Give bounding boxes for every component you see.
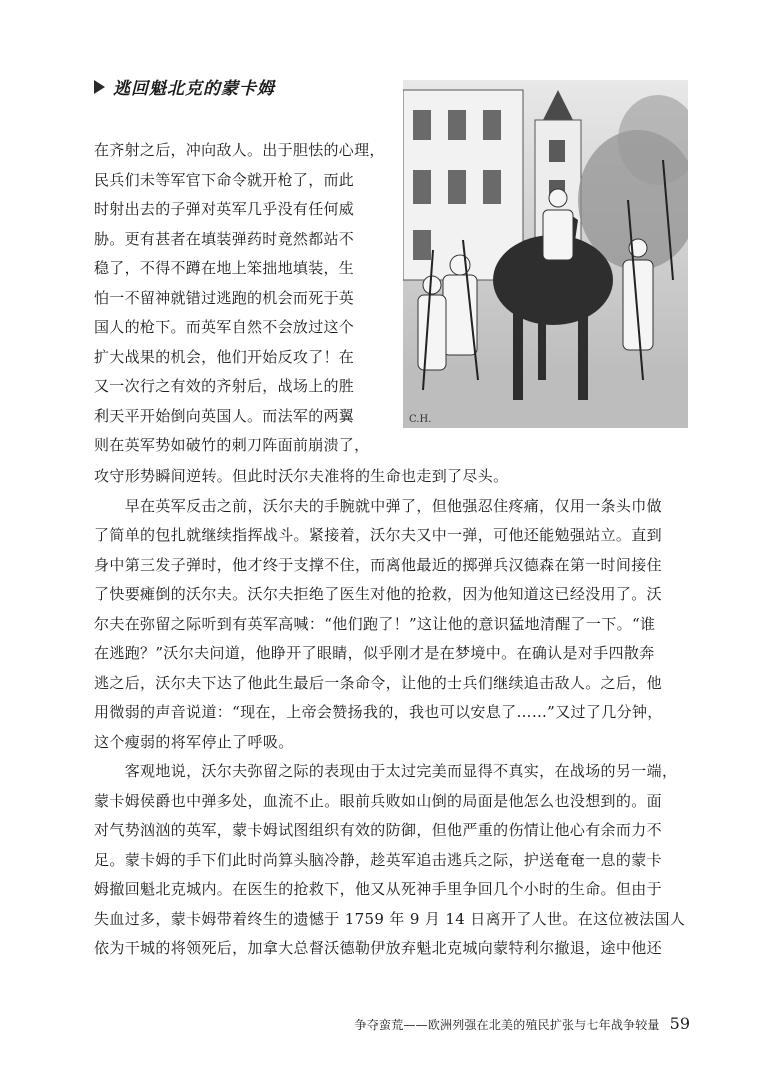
text-line: 了简单的包扎就继续指挥战斗。紧接着，沃尔夫又中一弹，可他还能勉强站立。直到 (94, 526, 662, 544)
text-line: 则在英军势如破竹的刺刀阵面前崩溃了， (94, 436, 370, 454)
text-line: 时射出去的子弹对英军几乎没有任何威 (94, 200, 355, 218)
text-line: 攻守形势瞬间逆转。但此时沃尔夫准将的生命也走到了尽头。 (94, 467, 509, 485)
page-number: 59 (669, 1014, 690, 1033)
text-line: 在逃跑？”沃尔夫问道，他睁开了眼睛，似乎刚才是在梦境中。在确认是对手四散奔 (94, 644, 655, 662)
section-title: 逃回魁北克的蒙卡姆 (113, 79, 275, 99)
text-line: 客观地说，沃尔夫弥留之际的表现由于太过完美而显得不真实，在战场的另一端， (94, 762, 678, 780)
text-line: 在齐射之后，冲向敌人。出于胆怯的心理， (94, 141, 385, 159)
text-line: 尔夫在弥留之际听到有英军高喊：“他们跑了！”这让他的意识猛地清醒了一下。“谁 (94, 614, 656, 633)
text-line: 胁。更有甚者在填装弹药时竟然都站不 (94, 229, 355, 248)
text-line: 用微弱的声音说道：“现在，上帝会赞扬我的，我也可以安息了……”又过了几分钟， (94, 703, 663, 721)
text-line: 扩大战果的机会，他们开始反攻了！在 (94, 347, 355, 366)
text-line: 姆撤回魁北克城内。在医生的抢救下，他又从死神手里争回几个小时的生命。但由于 (94, 880, 662, 898)
body-text (94, 462, 694, 964)
battle-illustration (403, 80, 688, 428)
text-line: 这个瘦弱的将军停止了呼吸。 (94, 732, 294, 751)
section-heading (94, 74, 275, 99)
illustration-signature: C.H. (409, 414, 432, 425)
paragraph (94, 462, 694, 964)
text-line: 了快要瘫倒的沃尔夫。沃尔夫拒绝了医生对他的抢救，因为他知道这已经没用了。沃 (94, 585, 662, 603)
text-line: 又一次行之有效的齐射后，战场上的胜 (94, 377, 355, 395)
text-line: 早在英军反击之前，沃尔夫的手腕就中弹了，但他强忍住疼痛，仅用一条头巾做 (94, 496, 662, 515)
text-line: 民兵们未等军官下命令就开枪了，而此 (94, 170, 355, 189)
running-footer: 争夺蛮荒——欧洲列强在北美的殖民扩张与七年战争较量 (354, 1018, 660, 1032)
text-line: 稳了，不得不蹲在地上笨拙地填装，生 (94, 259, 355, 277)
text-line: 怕一不留神就错过逃跑的机会而死于英 (94, 288, 355, 307)
page-footer (355, 1014, 690, 1033)
text-line: 依为干城的将领死后，加拿大总督沃德勒伊放弃魁北克城向蒙特利尔撤退，途中他还 (94, 939, 662, 957)
text-line: 逃之后，沃尔夫下达了他此生最后一条命令，让他的士兵们继续追击敌人。之后，他 (94, 673, 662, 692)
text-line: 利天平开始倒向英国人。而法军的两翼 (94, 406, 355, 425)
text-line: 国人的枪下。而英军自然不会放过这个 (94, 318, 355, 336)
paragraph (94, 136, 394, 461)
text-line: 蒙卡姆侯爵也中弹多处，血流不止。眼前兵败如山倒的局面是他怎么也没想到的。面 (94, 791, 662, 810)
text-line: 身中第三发子弹时，他才终于支撑不住，而离他最近的掷弹兵汉德森在第一时间接住 (94, 555, 662, 574)
text-line: 对气势汹汹的英军，蒙卡姆试图组织有效的防御，但他严重的伤情让他心有余而力不 (94, 821, 662, 839)
text-line: 足。蒙卡姆的手下们此时尚算头脑冷静，趁英军追击逃兵之际，护送奄奄一息的蒙卡 (94, 850, 662, 869)
side-column-text (94, 136, 394, 461)
triangle-bullet-icon (94, 80, 105, 94)
text-line: 失血过多，蒙卡姆带着终生的遗憾于 1759 年 9 月 14 日离开了人世。在这位被法国人 (94, 909, 686, 928)
